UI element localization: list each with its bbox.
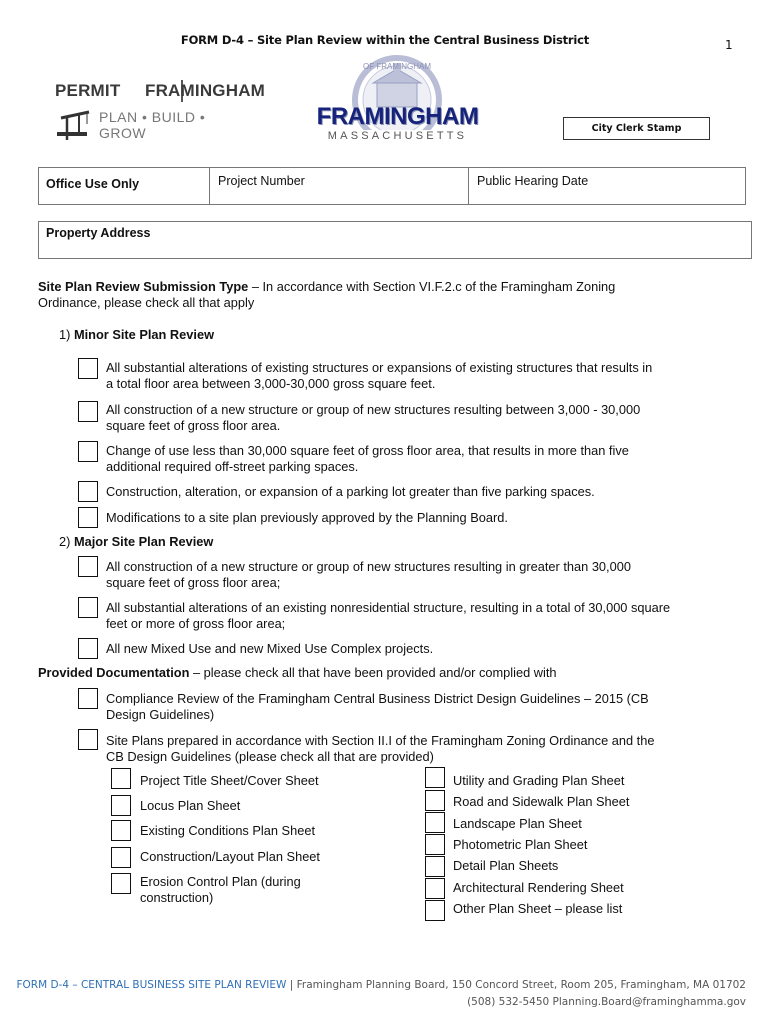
page-number: 1 — [725, 38, 733, 52]
seal-ring-text: OF FRAMINGHAM — [363, 62, 431, 71]
major-item-checkbox[interactable] — [78, 556, 98, 577]
sheet-checkbox[interactable] — [425, 856, 445, 877]
permit-framingham-logo — [55, 78, 266, 148]
documentation-checkbox[interactable] — [78, 729, 98, 750]
major-item-text: All new Mixed Use and new Mixed Use Complex projects. — [106, 641, 434, 656]
minor-item-checkbox[interactable] — [78, 401, 98, 422]
sheet-checkbox[interactable] — [425, 878, 445, 899]
sheet-label: Utility and Grading Plan Sheet — [453, 773, 625, 788]
sheet-label: Landscape Plan Sheet — [453, 816, 582, 831]
sheet-label: Existing Conditions Plan Sheet — [140, 823, 315, 838]
property-address-label: Property Address — [46, 226, 151, 240]
page-footer — [0, 977, 746, 1011]
hearing-date-field[interactable] — [469, 168, 745, 204]
town-seal — [315, 55, 480, 140]
minor-item-text: Change of use less than 30,000 square feet of gross floor area, that results in more than five additional required off-street parking spaces. — [106, 443, 629, 474]
major-item-checkbox[interactable] — [78, 597, 98, 618]
permit-word: PERMIT — [55, 81, 121, 100]
city-clerk-stamp-box: City Clerk Stamp — [563, 117, 710, 140]
sheet-label: Locus Plan Sheet — [140, 798, 241, 813]
minor-item-text: Construction, alteration, or expansion of a parking lot greater than five parking spaces. — [106, 484, 595, 499]
permit-tagline: PLAN • BUILD • GROW — [99, 109, 206, 141]
sheet-label: Photometric Plan Sheet — [453, 837, 588, 852]
sheet-checkbox[interactable] — [425, 767, 445, 788]
minor-item-checkbox[interactable] — [78, 441, 98, 462]
project-number-field[interactable] — [210, 168, 469, 204]
office-use-row — [38, 167, 746, 205]
seal-name: FRAMINGHAM — [316, 103, 479, 130]
minor-item-text: All substantial alterations of existing structures or expansions of existing structures that results in a total floor area between 3,000-30,000 gross square feet. — [106, 360, 653, 391]
documentation-heading: Provided Documentation – please check all that have been provided and/or complied with — [38, 665, 557, 680]
footer-contact: (508) 532-5450 Planning.Board@framinghamma.gov — [467, 996, 746, 1008]
documentation-checkbox[interactable] — [78, 688, 98, 709]
form-title: FORM D-4 – Site Plan Review within the Central Business District — [180, 33, 590, 47]
sheet-label: Construction/Layout Plan Sheet — [140, 849, 320, 864]
sheet-checkbox[interactable] — [425, 790, 445, 811]
footer-form-ref: FORM D-4 – CENTRAL BUSINESS SITE PLAN REVIEW — [16, 979, 287, 991]
documentation-item-text: Compliance Review of the Framingham Central Business District Design Guidelines – 2015 (CB Design Guidelines) — [106, 691, 649, 722]
sheet-label: Project Title Sheet/Cover Sheet — [140, 773, 319, 788]
sheet-label: Detail Plan Sheets — [453, 858, 559, 873]
major-item-text: All construction of a new structure or group of new structures resulting in greater than 30,000 square feet of gross floor area; — [106, 559, 631, 590]
major-item-checkbox[interactable] — [78, 638, 98, 659]
minor-item-checkbox[interactable] — [78, 358, 98, 379]
minor-item-text: All construction of a new structure or group of new structures resulting between 3,000 - 30,000 square feet of gross floor area. — [106, 402, 641, 433]
crane-icon — [57, 104, 101, 144]
sheet-label: Architectural Rendering Sheet — [453, 880, 624, 895]
documentation-item-text: Site Plans prepared in accordance with Section II.I of the Framingham Zoning Ordinance and the CB Design Guidelines (please check all that are provided) — [106, 733, 655, 764]
submission-type-heading: Site Plan Review Submission Type – In accordance with Section VI.F.2.c of the Framingham Zoning Ordinance, please check all that apply — [38, 279, 616, 310]
sheet-checkbox[interactable] — [111, 847, 131, 868]
hearing-date-label: Public Hearing Date — [477, 174, 589, 188]
sheet-checkbox[interactable] — [425, 812, 445, 833]
major-item-text: All substantial alterations of an existing nonresidential structure, resulting in a total of 30,000 square feet or more of gross floor area; — [106, 600, 671, 631]
footer-address: | Framingham Planning Board, 150 Concord Street, Room 205, Framingham, MA 01702 — [286, 979, 746, 991]
framingham-word: FRAMINGHAM — [145, 81, 266, 100]
minor-item-checkbox[interactable] — [78, 481, 98, 502]
minor-review-heading: 1) Minor Site Plan Review — [59, 327, 215, 342]
sheet-label: Erosion Control Plan (during construction) — [140, 874, 301, 905]
sheet-checkbox[interactable] — [111, 873, 131, 894]
minor-item-text: Modifications to a site plan previously approved by the Planning Board. — [106, 510, 508, 525]
sheet-checkbox[interactable] — [111, 768, 131, 789]
office-use-label: Office Use Only — [46, 177, 140, 191]
minor-item-checkbox[interactable] — [78, 507, 98, 528]
sheet-checkbox[interactable] — [425, 834, 445, 855]
sheet-checkbox[interactable] — [425, 900, 445, 921]
sheet-checkbox[interactable] — [111, 795, 131, 816]
major-review-heading: 2) Major Site Plan Review — [59, 534, 214, 549]
project-number-label: Project Number — [218, 174, 305, 188]
seal-state: MASSACHUSETTS — [327, 130, 468, 142]
sheet-label: Road and Sidewalk Plan Sheet — [453, 794, 630, 809]
property-address-field[interactable] — [38, 221, 752, 259]
sheet-checkbox[interactable] — [111, 820, 131, 841]
sheet-label: Other Plan Sheet – please list — [453, 901, 623, 916]
office-use-cell — [39, 168, 210, 204]
